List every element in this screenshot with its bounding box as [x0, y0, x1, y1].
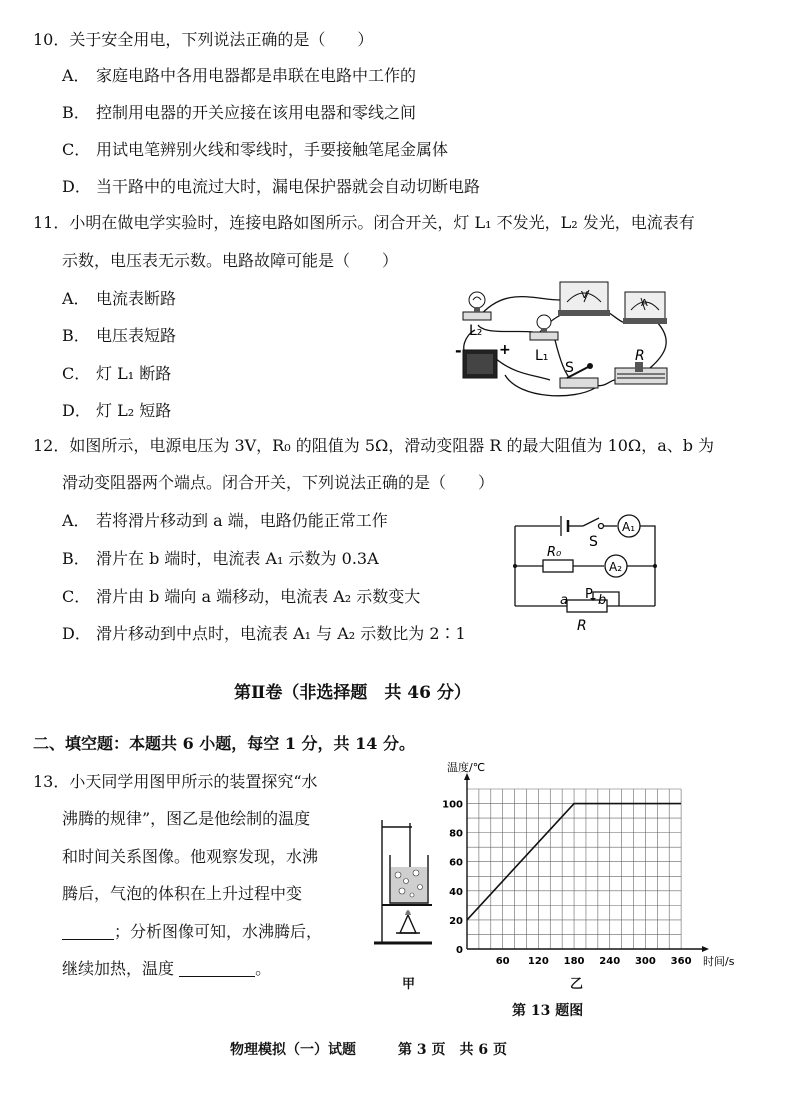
y-tick-label: 100 — [442, 799, 463, 811]
label-r0: R₀ — [547, 545, 562, 560]
q13-line5 — [62, 922, 322, 942]
option-letter: B． — [62, 326, 90, 345]
q11-option-b — [62, 326, 176, 346]
label-s: S — [565, 360, 574, 376]
label-r: R — [635, 348, 645, 364]
figure-jia-label: 甲 — [402, 977, 416, 992]
q12-stem-line2: 滑动变阻器两个端点。闭合开关，下列说法正确的是（ ） — [62, 473, 495, 492]
option-text: 滑片由 b 端向 a 端移动，电流表 A₂ 示数变大 — [96, 587, 421, 606]
option-letter: B． — [62, 103, 90, 122]
option-text: 灯 L₁ 断路 — [96, 364, 172, 383]
x-axis-arrow — [702, 946, 709, 952]
option-text: 电压表短路 — [96, 326, 177, 345]
q13-line4: 腾后，气泡的体积在上升过程中变 — [62, 884, 303, 903]
option-letter: C． — [62, 140, 91, 159]
q12-option-a — [62, 511, 388, 531]
origin-label: 0 — [456, 945, 463, 956]
flame-icon — [405, 910, 411, 915]
resistor-r0 — [543, 560, 573, 572]
answer-blank-2[interactable] — [179, 960, 255, 977]
battery-plus: + — [499, 342, 511, 358]
label-s: S — [589, 534, 598, 550]
label-a: a — [560, 593, 568, 608]
chart-grid — [467, 789, 681, 949]
footer-subject: 物理模拟（一）试题 — [230, 1042, 356, 1058]
answer-blank-1[interactable] — [62, 923, 114, 940]
battery-icon — [463, 350, 497, 378]
option-text: 滑片移动到中点时，电流表 A₁ 与 A₂ 示数比为 2∶1 — [96, 624, 466, 643]
q13-line1: 13．小天同学用图甲所示的装置探究“水 — [33, 772, 318, 791]
option-letter: C． — [62, 364, 91, 383]
label-a2: A₂ — [609, 560, 623, 574]
q11-circuit-figure — [445, 280, 670, 425]
q12-circuit-figure — [505, 508, 665, 638]
option-text: 家庭电路中各用电器都是串联在电路中工作的 — [96, 66, 417, 85]
section-heading: 二、填空题：本题共 6 小题，每空 1 分，共 14 分。 — [33, 734, 415, 753]
q11-stem-line1: 11．小明在做电学实验时，连接电路如图所示。闭合开关，灯 L₁ 不发光，L₂ 发光，电流表有 — [33, 213, 695, 232]
option-text: 滑片在 b 端时，电流表 A₁ 示数为 0.3A — [96, 549, 379, 568]
q10-option-a — [62, 66, 416, 86]
q13-line6 — [62, 959, 271, 979]
part-two-title: 第Ⅱ卷（非选择题 共 46 分） — [234, 683, 471, 703]
y-tick-label: 60 — [449, 857, 463, 869]
option-letter: A． — [62, 511, 90, 530]
option-letter: D． — [62, 401, 91, 420]
q11-option-d — [62, 401, 171, 421]
q13-temperature-chart — [425, 761, 735, 993]
chart-axes — [464, 773, 709, 952]
wire — [478, 325, 533, 332]
q10-stem: 10．关于安全用电，下列说法正确的是（ ） — [33, 30, 374, 49]
y-tick-label: 20 — [449, 915, 463, 927]
q13-line2: 沸腾的规律”，图乙是他绘制的温度 — [62, 809, 311, 828]
q12-option-d — [62, 624, 466, 644]
y-axis-arrow — [464, 773, 470, 780]
x-tick-label: 240 — [599, 956, 621, 967]
x-tick-label: 360 — [670, 956, 692, 967]
footer-page: 第 3 页 共 6 页 — [398, 1042, 507, 1058]
option-text: 电流表断路 — [96, 289, 177, 308]
q12-option-b — [62, 549, 379, 569]
x-tick-label: 300 — [634, 956, 656, 967]
q11-stem-line2: 示数，电压表无示数。电路故障可能是（ ） — [62, 251, 399, 270]
label-p: P — [585, 587, 593, 602]
label-b: b — [598, 593, 607, 608]
y-axis-label: 温度/℃ — [447, 761, 486, 774]
option-letter: B． — [62, 549, 90, 568]
option-text: 若将滑片移动到 a 端，电路仍能正常工作 — [96, 511, 388, 530]
bulb-l2-icon — [463, 292, 491, 320]
option-letter: A． — [62, 66, 90, 85]
rheostat-icon — [615, 362, 667, 384]
option-text: 用试电笔辨别火线和零线时，手要接触笔尾金属体 — [96, 140, 449, 159]
label-r: R — [577, 618, 587, 634]
option-text: 灯 L₂ 短路 — [96, 401, 172, 420]
wire — [650, 320, 666, 368]
figure-caption: 第 13 题图 — [512, 1003, 584, 1019]
voltmeter-v: V — [581, 290, 588, 301]
ammeter-a: A — [641, 298, 648, 309]
q10-option-b — [62, 103, 416, 123]
q13-line6-text: 继续加热，温度 — [62, 959, 175, 978]
option-letter: A． — [62, 289, 90, 308]
option-letter: D． — [62, 177, 91, 196]
q13-line3: 和时间关系图像。他观察发现，水沸 — [62, 847, 319, 866]
alcohol-lamp — [400, 915, 416, 933]
q11-option-c — [62, 364, 171, 384]
q11-option-a — [62, 289, 176, 309]
q13-line6-end: 。 — [255, 959, 272, 978]
q12-option-c — [62, 587, 420, 607]
switch-blade — [583, 518, 599, 526]
x-tick-label: 120 — [527, 956, 549, 967]
x-axis-label: 时间/s — [703, 955, 735, 968]
q10-option-d — [62, 177, 480, 197]
battery-minus: - — [455, 341, 462, 360]
q13-line5-text: ；分析图像可知，水沸腾后， — [114, 922, 323, 941]
option-text: 控制用电器的开关应接在该用电器和零线之间 — [96, 103, 417, 122]
option-text: 当干路中的电流过大时，漏电保护器就会自动切断电路 — [96, 177, 481, 196]
option-letter: C． — [62, 587, 91, 606]
figure-yi-label: 乙 — [570, 977, 584, 992]
y-tick-label: 80 — [449, 828, 463, 840]
option-letter: D． — [62, 624, 91, 643]
chart-tick-labels — [442, 800, 691, 967]
y-tick-label: 40 — [449, 886, 463, 898]
label-l2: L₂ — [469, 323, 483, 339]
label-l1: L₁ — [535, 348, 549, 364]
x-tick-label: 180 — [563, 956, 585, 967]
q12-stem-line1: 12．如图所示，电源电压为 3V，R₀ 的阻值为 5Ω，滑动变阻器 R 的最大阻值为 10Ω，a、b 为 — [33, 436, 715, 455]
label-a1: A₁ — [622, 520, 636, 534]
x-tick-label: 60 — [495, 956, 510, 967]
q10-option-c — [62, 140, 448, 160]
